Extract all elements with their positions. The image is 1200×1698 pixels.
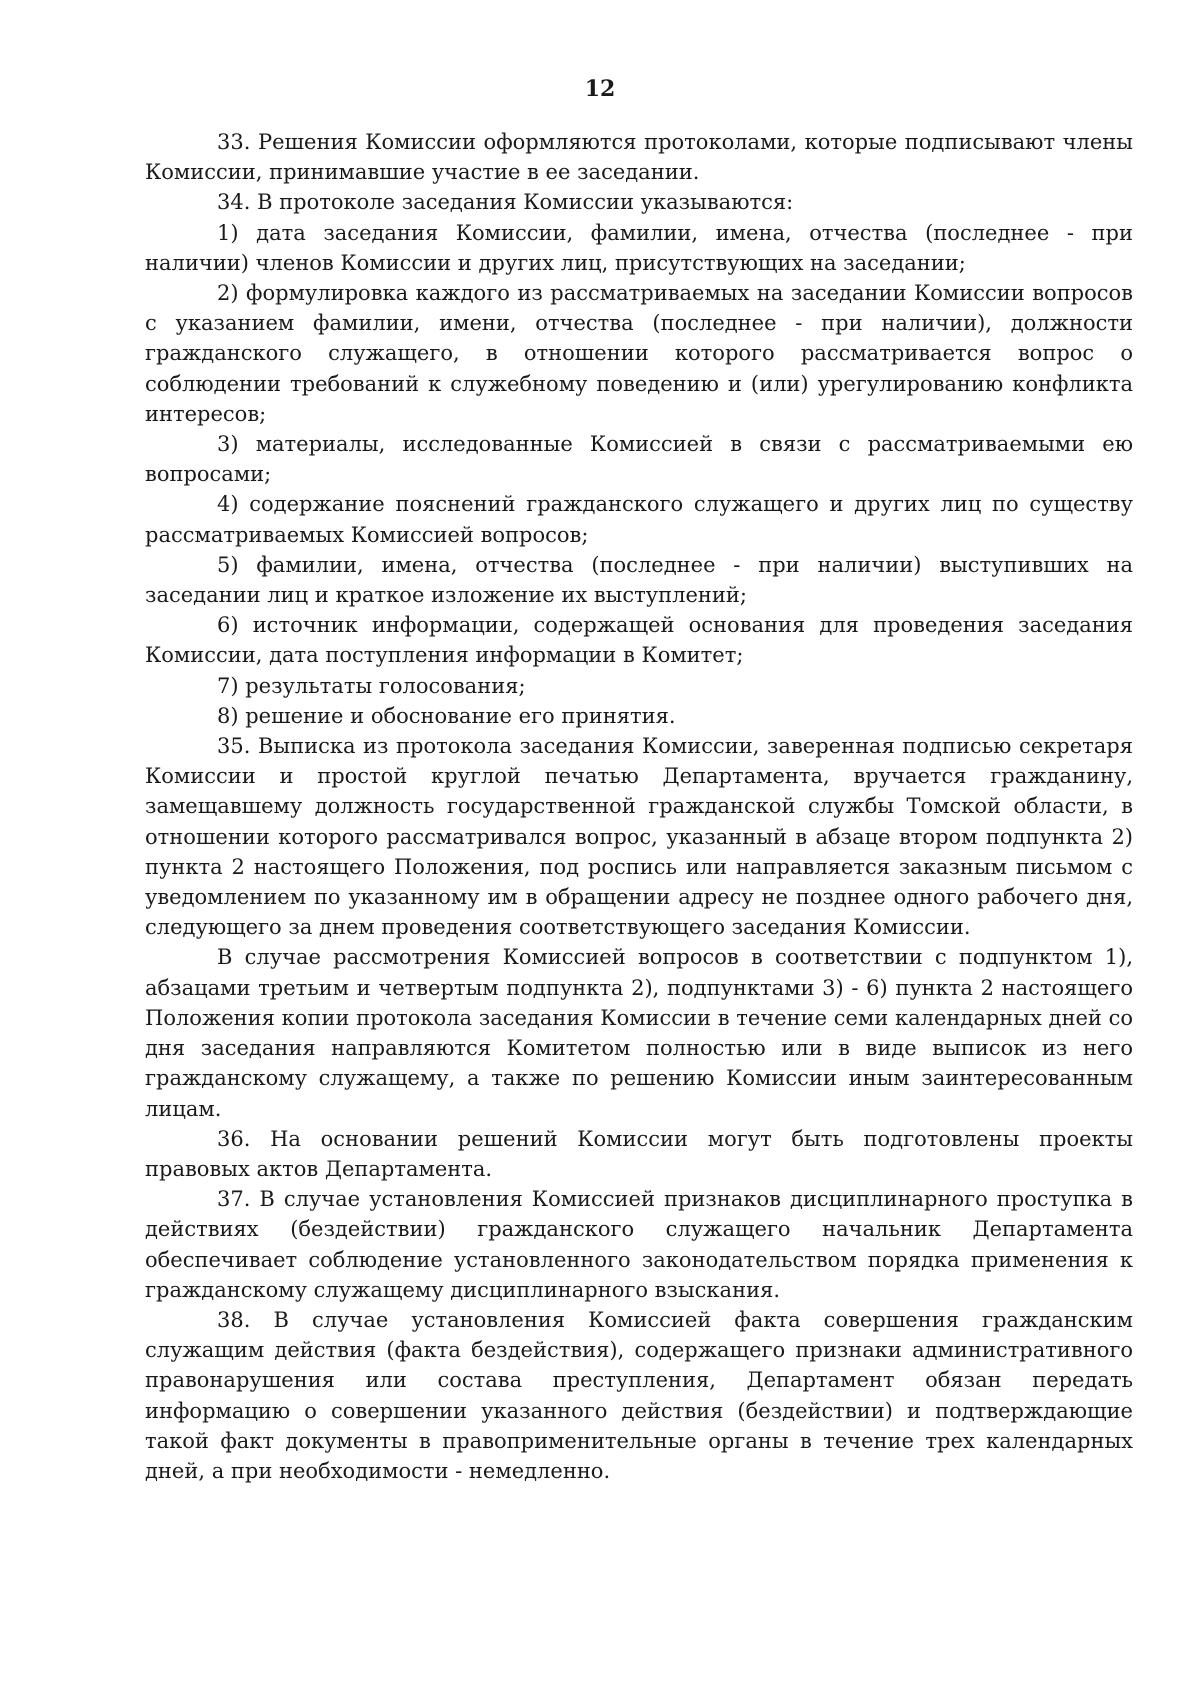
- paragraph-35-continued: В случае рассмотрения Комиссией вопросов в соответствии с подпунктом 1), абзацами третьим и четвертым подпункта 2), подпунктами 3) - 6) пункта 2 настоящего Положения копии протокола заседания Комиссии в течение семи календарных дней со дня заседания направляются Комитетом полностью или в виде выписок из него гражданскому служащему, а также по решению Комиссии иным заинтересованным лицам.: [145, 945, 1133, 1121]
- page-number: 12: [584, 76, 616, 102]
- document-body: [145, 127, 1133, 1486]
- paragraph-37: 37. В случае установления Комиссией признаков дисциплинарного проступка в действиях (бездействии) гражданского служащего начальник Департамента обеспечивает соблюдение установленного законодательством порядка применения к гражданскому служащему дисциплинарного взыскания.: [145, 1187, 1133, 1302]
- list-item-34-5: 5) фамилии, имена, отчества (последнее - при наличии) выступивших на заседании лиц и краткое изложение их выступлений;: [145, 552, 1133, 608]
- list-item-34-8: 8) решение и обоснование его принятия.: [217, 703, 676, 728]
- paragraph-33: 33. Решения Комиссии оформляются протоколами, которые подписывают члены Комиссии, принимавшие участие в ее заседании.: [145, 130, 1133, 185]
- paragraph-35: 35. Выписка из протокола заседания Комиссии, заверенная подписью секретаря Комиссии и простой круглой печатью Департамента, вручается гражданину, замещавшему должность государственной гражданской службы Томской области, в отношении которого рассматривался вопрос, указанный в абзаце втором подпункта 2) пункта 2 настоящего Положения, под роспись или направляется заказным письмом с уведомлением по указанному им в обращении адресу не позднее одного рабочего дня, следующего за днем проведения соответствующего заседания Комиссии.: [145, 734, 1133, 940]
- list-item-34-3: 3) материалы, исследованные Комиссией в связи с рассматриваемыми ею вопросами;: [145, 432, 1133, 487]
- paragraph-34: 34. В протоколе заседания Комиссии указываются:: [217, 190, 794, 215]
- paragraph-36: 36. На основании решений Комиссии могут быть подготовлены проекты правовых актов Департамента.: [145, 1126, 1133, 1181]
- list-item-34-2: 2) формулировка каждого из рассматриваемых на заседании Комиссии вопросов с указанием фамилии, имени, отчества (последнее - при наличии), должности гражданского служащего, в отношении которого рассматривается вопрос о соблюдении требований к служебному поведению и (или) урегулированию конфликта интересов;: [145, 281, 1133, 426]
- list-item-34-7: 7) результаты голосования;: [217, 673, 526, 698]
- list-item-34-6: 6) источник информации, содержащей основания для проведения заседания Комиссии, дата поступления информации в Комитет;: [145, 613, 1133, 668]
- paragraph-38: 38. В случае установления Комиссией факта совершения гражданским служащим действия (факта бездействия), содержащего признаки административного правонарушения или состава преступления, Департамент обязан передать информацию о совершении указанного действия (бездействии) и подтверждающие такой факт документы в правоприменительные органы в течение трех календарных дней, а при необходимости - немедленно.: [145, 1307, 1133, 1483]
- list-item-34-4: 4) содержание пояснений гражданского служащего и других лиц по существу рассматриваемых Комиссией вопросов;: [145, 492, 1133, 547]
- list-item-34-1: 1) дата заседания Комиссии, фамилии, имена, отчества (последнее - при наличии) членов Комиссии и других лиц, присутствующих на заседании;: [145, 220, 1133, 275]
